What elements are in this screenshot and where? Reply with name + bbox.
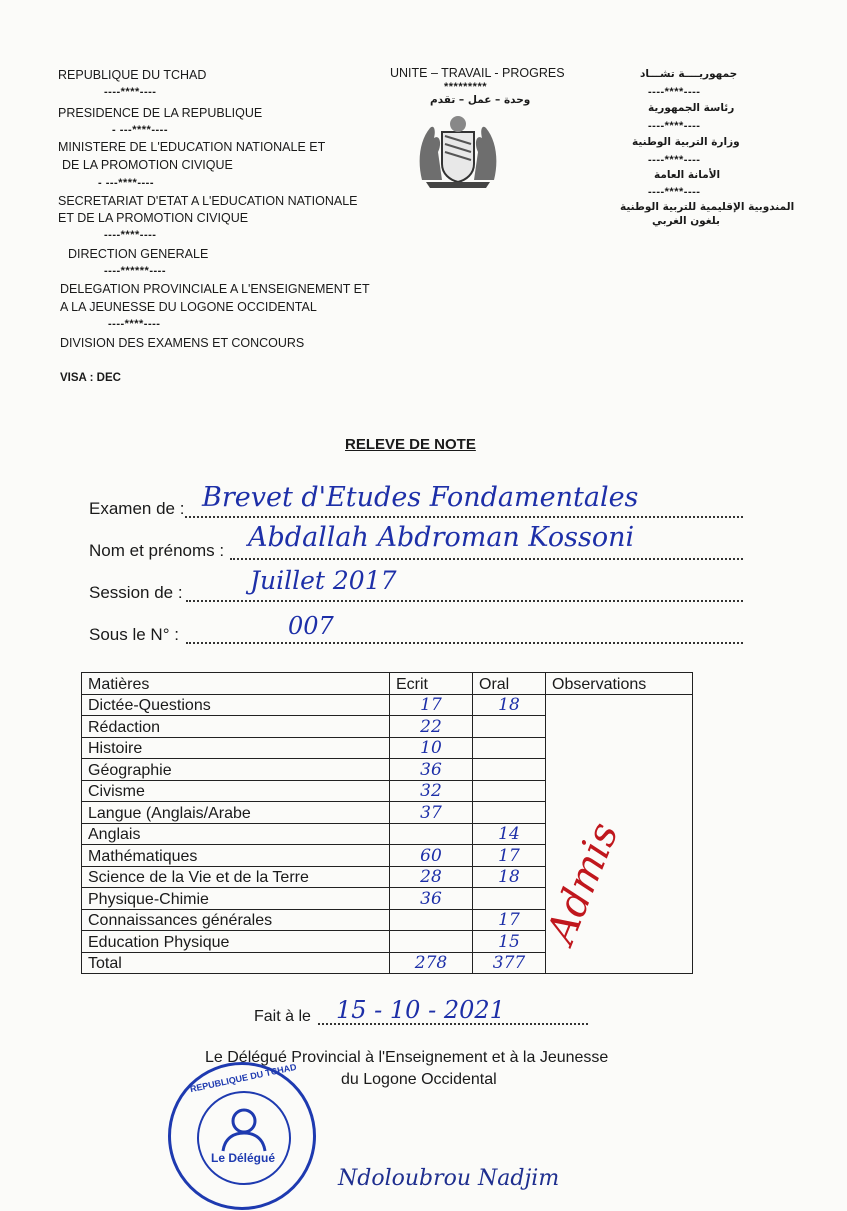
header-ministry-line1: MINISTERE DE L'EDUCATION NATIONALE ET xyxy=(58,140,326,154)
header-separator: - ---****---- xyxy=(98,177,154,189)
national-motto: UNITE – TRAVAIL - PROGRES xyxy=(390,66,565,80)
subject-cell: Géographie xyxy=(82,759,390,781)
oral-grade-cell: 18 xyxy=(473,866,546,888)
oral-grade-cell xyxy=(473,716,546,738)
written-grade-cell xyxy=(390,909,473,931)
exam-value: Brevet d'Etudes Fondamentales xyxy=(202,482,639,513)
subject-cell: Histoire xyxy=(82,737,390,759)
header-ministry-arabic: وزارة التربية الوطنية xyxy=(632,136,740,148)
column-header-written: Ecrit xyxy=(390,673,473,695)
header-secretariat-line1: SECRETARIAT D'ETAT A L'EDUCATION NATIONALE xyxy=(58,194,358,208)
subject-cell: Civisme xyxy=(82,780,390,802)
number-value: 007 xyxy=(288,612,334,640)
subject-cell: Mathématiques xyxy=(82,845,390,867)
header-division: DIVISION DES EXAMENS ET CONCOURS xyxy=(60,336,305,350)
column-header-observations: Observations xyxy=(546,673,693,695)
session-label: Session de : xyxy=(89,583,183,602)
total-oral-cell: 377 xyxy=(473,952,546,974)
header-separator: - ---****---- xyxy=(112,124,168,136)
oral-grade-cell xyxy=(473,759,546,781)
subject-cell: Langue (Anglais/Arabe xyxy=(82,802,390,824)
exam-dotted-line xyxy=(185,516,743,518)
table-header-row xyxy=(82,673,693,695)
header-separator: ----****---- xyxy=(104,229,157,241)
oral-grade-cell xyxy=(473,888,546,910)
national-motto-arabic: وحدة – عمل – تقدم xyxy=(430,94,531,106)
total-label-cell: Total xyxy=(82,952,390,974)
oral-grade-cell: 15 xyxy=(473,931,546,953)
oral-grade-cell xyxy=(473,737,546,759)
written-grade-cell: 17 xyxy=(390,694,473,716)
header-presidency: PRESIDENCE DE LA REPUBLIQUE xyxy=(58,106,263,120)
header-separator: ----******---- xyxy=(104,265,166,277)
header-ministry-line2: DE LA PROMOTION CIVIQUE xyxy=(62,158,233,172)
written-grade-cell: 32 xyxy=(390,780,473,802)
delegate-title-line1: Le Délégué Provincial à l'Enseignement et à la Jeunesse xyxy=(205,1049,609,1066)
subject-cell: Rédaction xyxy=(82,716,390,738)
header-delegation-arabic-line2: بلغون الغربي xyxy=(652,215,720,227)
session-value: Juillet 2017 xyxy=(250,566,397,595)
oral-grade-cell: 17 xyxy=(473,909,546,931)
subject-cell: Physique-Chimie xyxy=(82,888,390,910)
written-grade-cell: 60 xyxy=(390,845,473,867)
page-title: RELEVE DE NOTE xyxy=(345,436,476,453)
header-separator: ----****---- xyxy=(648,120,701,132)
header-delegation-line1: DELEGATION PROVINCIALE A L'ENSEIGNEMENT ET xyxy=(60,282,370,296)
written-grade-cell: 36 xyxy=(390,759,473,781)
written-grade-cell xyxy=(390,823,473,845)
subject-cell: Dictée-Questions xyxy=(82,694,390,716)
session-dotted-line xyxy=(186,600,743,602)
written-grade-cell: 22 xyxy=(390,716,473,738)
number-label: Sous le N° : xyxy=(89,625,179,644)
written-grade-cell: 10 xyxy=(390,737,473,759)
fait-label: Fait à le xyxy=(254,1008,311,1025)
coat-of-arms-emblem xyxy=(412,110,504,190)
written-grade-cell: 36 xyxy=(390,888,473,910)
delegate-signature: Ndoloubrou Nadjim xyxy=(338,1166,560,1191)
column-header-oral: Oral xyxy=(473,673,546,695)
header-separator: ----****---- xyxy=(104,86,157,98)
header-secretariat-arabic: الأمانة العامة xyxy=(654,169,721,181)
exam-label: Examen de : xyxy=(89,499,185,518)
observation-admis: Admis xyxy=(537,816,628,950)
official-stamp xyxy=(168,1062,316,1210)
delegate-title-line2: du Logone Occidental xyxy=(341,1071,497,1088)
fait-date: 15 - 10 - 2021 xyxy=(336,996,505,1024)
header-secretariat-line2: ET DE LA PROMOTION CIVIQUE xyxy=(58,211,249,225)
subject-cell: Anglais xyxy=(82,823,390,845)
name-dotted-line xyxy=(230,558,743,560)
visa-label: VISA : DEC xyxy=(60,372,121,384)
subject-cell: Connaissances générales xyxy=(82,909,390,931)
header-presidency-arabic: رئاسة الجمهورية xyxy=(648,102,735,114)
oral-grade-cell xyxy=(473,802,546,824)
header-republic-arabic: جمهوريــــة تشـــاد xyxy=(640,68,738,80)
header-separator: ----****---- xyxy=(648,154,701,166)
motto-stars: ********* xyxy=(444,81,488,93)
name-value: Abdallah Abdroman Kossoni xyxy=(248,522,635,553)
written-grade-cell xyxy=(390,931,473,953)
header-separator: ----****---- xyxy=(108,318,161,330)
total-written-cell: 278 xyxy=(390,952,473,974)
stamp-text-bottom: Le Délégué xyxy=(211,1151,276,1165)
number-dotted-line xyxy=(186,642,743,644)
subject-cell: Education Physique xyxy=(82,931,390,953)
written-grade-cell: 28 xyxy=(390,866,473,888)
written-grade-cell: 37 xyxy=(390,802,473,824)
table-row xyxy=(82,694,693,716)
oral-grade-cell: 14 xyxy=(473,823,546,845)
header-separator: ----****---- xyxy=(648,186,701,198)
header-separator: ----****---- xyxy=(648,86,701,98)
header-delegation-arabic-line1: المندوبية الإقليمية للتربية الوطنية xyxy=(620,201,795,213)
oral-grade-cell xyxy=(473,780,546,802)
stamp-text-top: REPUBLIQUE DU TCHAD xyxy=(189,1061,298,1095)
header-republic: REPUBLIQUE DU TCHAD xyxy=(58,68,207,82)
oral-grade-cell: 18 xyxy=(473,694,546,716)
oral-grade-cell: 17 xyxy=(473,845,546,867)
header-delegation-line2: A LA JEUNESSE DU LOGONE OCCIDENTAL xyxy=(60,300,317,314)
header-direction: DIRECTION GENERALE xyxy=(68,247,209,261)
subject-cell: Science de la Vie et de la Terre xyxy=(82,866,390,888)
stamp-portrait-icon xyxy=(217,1105,271,1153)
name-label: Nom et prénoms : xyxy=(89,541,225,560)
column-header-subject: Matières xyxy=(82,673,390,695)
